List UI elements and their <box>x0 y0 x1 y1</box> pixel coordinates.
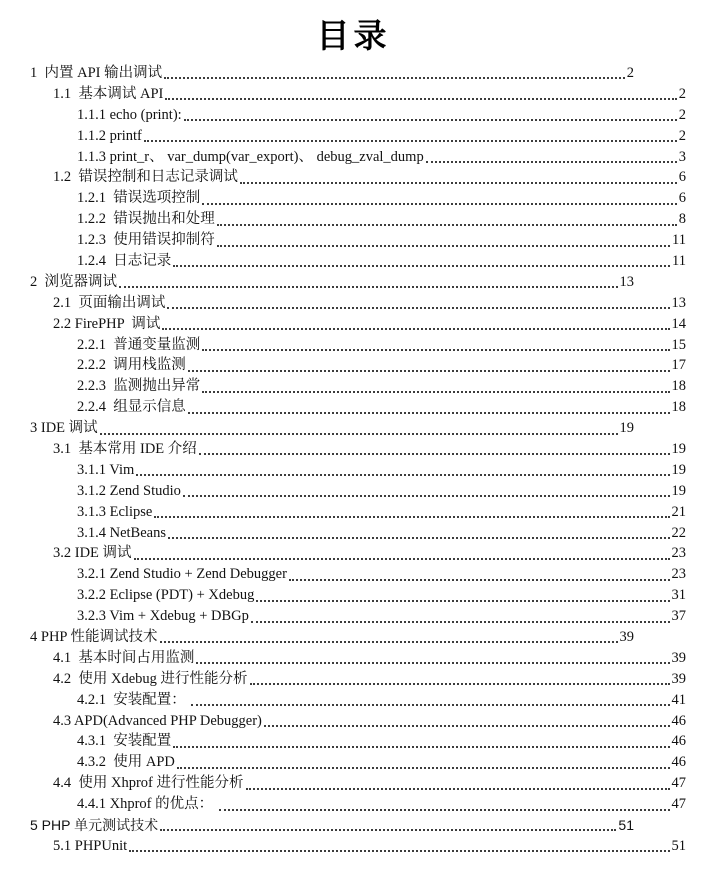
toc-entry-label: 4.1 基本时间占用监测 <box>53 649 195 666</box>
toc-entry-label: 3.1.2 Zend Studio <box>77 482 181 499</box>
toc-entry-page: 22 <box>671 524 686 541</box>
leader-dots <box>136 460 669 481</box>
toc-entry-label: 3.2.1 Zend Studio + Zend Debugger <box>77 566 287 583</box>
toc-entry[interactable] <box>0 63 634 84</box>
toc-entry[interactable] <box>0 167 686 188</box>
leader-dots <box>264 711 670 732</box>
toc-entry[interactable] <box>0 836 686 857</box>
leader-dots <box>426 147 677 168</box>
toc-entry-page: 47 <box>671 775 686 792</box>
toc-entry-page: 6 <box>678 190 686 207</box>
toc-entry-label: 1.2.4 日志记录 <box>77 253 172 269</box>
toc-entry-label: 3.1.4 NetBeans <box>77 524 166 541</box>
toc-entry-label: 4.2 使用 Xdebug 进行性能分析 <box>53 670 248 687</box>
toc-entry[interactable] <box>0 627 634 648</box>
toc-entry[interactable] <box>0 606 686 627</box>
toc-entry-label: 1.2 错误控制和日志记录调试 <box>53 169 238 186</box>
leader-dots <box>219 794 670 815</box>
toc-entry-page: 19 <box>671 441 686 458</box>
toc-entry-label: 1.2.2 错误抛出和处理 <box>77 211 215 228</box>
toc-entry[interactable] <box>0 105 686 126</box>
toc-entry-page: 2 <box>626 64 634 81</box>
toc-entry-label: 4.3 APD(Advanced PHP Debugger) <box>53 712 262 729</box>
toc-entry-page: 39 <box>671 670 686 687</box>
toc-entry[interactable] <box>0 752 686 773</box>
toc-entry-page: 23 <box>671 566 686 583</box>
toc-entry-page: 13 <box>671 294 686 311</box>
toc-entry-label: 2.2.2 调用栈监测 <box>77 357 186 374</box>
toc-entry-page: 51 <box>618 817 634 834</box>
toc-entry[interactable] <box>0 209 686 230</box>
toc-entry[interactable] <box>0 439 686 460</box>
leader-dots <box>251 606 670 627</box>
leader-dots <box>188 397 670 418</box>
leader-dots <box>173 732 669 753</box>
leader-dots <box>188 355 670 376</box>
toc-entry[interactable] <box>0 794 686 815</box>
toc-entry[interactable] <box>0 460 686 481</box>
leader-dots <box>160 815 616 836</box>
toc-entry-page: 39 <box>619 629 634 646</box>
toc-entry-label: 1.1.3 print_r、 var_dump(var_export)、 debug_zval_dump <box>77 148 424 165</box>
toc-entry-page: 19 <box>671 482 686 499</box>
toc-entry-page: 8 <box>678 211 686 228</box>
leader-dots <box>154 502 669 523</box>
leader-dots <box>196 648 669 669</box>
toc-entry-page: 46 <box>671 733 686 750</box>
leader-dots <box>177 752 670 773</box>
toc-entry[interactable] <box>0 732 686 753</box>
toc-entry-label: 2.1 页面输出调试 <box>53 294 166 311</box>
toc-entry[interactable] <box>0 418 634 439</box>
toc-entry[interactable] <box>0 293 686 314</box>
toc-entry[interactable] <box>0 188 686 209</box>
leader-dots <box>246 773 670 794</box>
toc-entry[interactable] <box>0 815 634 836</box>
toc-entry-label: 4.4 使用 Xhprof 进行性能分析 <box>53 775 244 792</box>
toc-entry-label: 2.2.1 普通变量监测 <box>77 336 201 353</box>
leader-dots <box>289 564 670 585</box>
toc-entry-label: 4 PHP 性能调试技术 <box>30 629 158 646</box>
leader-dots <box>250 669 670 690</box>
toc-entry-page: 21 <box>671 503 686 520</box>
toc-entry-page: 2 <box>678 85 686 102</box>
toc-entry-label: 5 PHP 单元测试技术 <box>30 817 159 834</box>
toc-entry[interactable] <box>0 648 686 669</box>
toc-entry-page: 14 <box>671 315 686 332</box>
toc-entry[interactable] <box>0 251 686 272</box>
toc-entry-label: 2 浏览器调试 <box>30 273 117 290</box>
toc-entry-page: 19 <box>671 461 686 478</box>
toc-entry[interactable] <box>0 773 686 794</box>
toc-entry-page: 2 <box>678 106 686 123</box>
toc-entry-page: 23 <box>671 545 686 562</box>
toc-entry-label: 4.4.1 Xhprof 的优点： <box>77 796 217 813</box>
toc-entry[interactable] <box>0 376 686 397</box>
toc-entry-label: 1.2.1 错误选项控制 <box>77 190 201 207</box>
toc-entry-page: 11 <box>672 232 686 249</box>
leader-dots <box>160 627 618 648</box>
toc-entry[interactable] <box>0 669 686 690</box>
toc-entry[interactable] <box>0 272 634 293</box>
toc-entry-page: 18 <box>671 399 686 416</box>
toc-entry-page: 39 <box>671 649 686 666</box>
leader-dots <box>202 188 677 209</box>
toc-entry-label: 3.2 IDE 调试 <box>53 545 132 562</box>
leader-dots <box>168 523 670 544</box>
toc-entry-label: 3.2.2 Eclipse (PDT) + Xdebug <box>77 587 255 604</box>
toc-entry-label: 4.3.2 使用 APD <box>77 754 175 771</box>
leader-dots <box>162 314 669 335</box>
toc-entry-page: 46 <box>671 754 686 771</box>
leader-dots <box>119 272 618 293</box>
toc-entry-label: 1.1.1 echo (print): <box>77 106 182 123</box>
leader-dots <box>256 585 669 606</box>
toc-entry-page: 6 <box>678 169 686 186</box>
toc-entry[interactable] <box>0 585 686 606</box>
page-title: 目录 <box>316 19 391 55</box>
leader-dots <box>183 481 670 502</box>
leader-dots <box>134 543 670 564</box>
toc-entry[interactable] <box>0 397 686 418</box>
toc-entry[interactable] <box>0 711 686 732</box>
toc-entry-page: 46 <box>671 712 686 729</box>
toc-entry[interactable] <box>0 564 686 585</box>
toc-entry-page: 17 <box>671 357 686 374</box>
toc-entry-page: 2 <box>678 127 686 144</box>
leader-dots <box>199 439 670 460</box>
toc-entry-page: 3 <box>678 148 686 165</box>
toc-entry-label: 2.2.3 监测抛出异常 <box>77 378 201 395</box>
toc-entry[interactable] <box>0 335 686 356</box>
toc-entry[interactable] <box>0 314 686 335</box>
toc-entry-label: 3 IDE 调试 <box>30 420 98 437</box>
toc-entry-page: 51 <box>671 837 686 854</box>
toc-entry-label: 4.2.1 安装配置： <box>77 691 190 708</box>
toc-entry-label: 2.2 FirePHP 调试 <box>53 315 161 332</box>
toc-entry-page: 11 <box>672 253 686 269</box>
toc-list <box>0 63 707 857</box>
leader-dots <box>184 105 677 126</box>
toc-entry-label: 3.1 基本常用 IDE 介绍 <box>53 441 197 458</box>
toc-entry-label: 3.2.3 Vim + Xdebug + DBGp <box>77 608 249 625</box>
toc-entry[interactable] <box>0 84 686 105</box>
toc-entry-page: 47 <box>671 796 686 813</box>
toc-entry-label: 4.3.1 安装配置 <box>77 733 172 750</box>
leader-dots <box>100 418 618 439</box>
toc-entry-page: 15 <box>671 336 686 353</box>
toc-entry-label: 1 内置 API 输出调试 <box>30 64 163 81</box>
leader-dots <box>165 84 676 105</box>
toc-entry[interactable] <box>0 126 686 147</box>
toc-entry-label: 2.2.4 组显示信息 <box>77 399 186 416</box>
toc-entry-page: 31 <box>671 587 686 604</box>
toc-entry-label: 1.2.3 使用错误抑制符 <box>77 232 215 249</box>
toc-entry-label: 5.1 PHPUnit <box>53 837 128 854</box>
leader-dots <box>164 63 625 84</box>
toc-entry-label: 3.1.1 Vim <box>77 461 135 478</box>
toc-entry-page: 13 <box>619 273 634 290</box>
leader-dots <box>144 126 677 147</box>
toc-entry-label: 3.1.3 Eclipse <box>77 503 153 520</box>
toc-entry-label: 1.1 基本调试 API <box>53 85 164 102</box>
leader-dots <box>191 690 669 711</box>
toc-entry[interactable] <box>0 230 686 251</box>
toc-entry[interactable] <box>0 690 686 711</box>
toc-entry-page: 37 <box>671 608 686 625</box>
toc-entry-page: 41 <box>671 691 686 708</box>
leader-dots <box>129 836 669 857</box>
toc-entry-page: 19 <box>619 420 634 437</box>
toc-entry-label: 1.1.2 printf <box>77 127 142 144</box>
leader-dots <box>240 167 677 188</box>
toc-entry[interactable] <box>0 355 686 376</box>
toc-entry[interactable] <box>0 523 686 544</box>
toc-entry[interactable] <box>0 147 686 168</box>
leader-dots <box>173 251 670 272</box>
toc-entry[interactable] <box>0 543 686 564</box>
leader-dots <box>217 209 677 230</box>
leader-dots <box>217 230 670 251</box>
toc-entry[interactable] <box>0 502 686 523</box>
toc-entry-page: 18 <box>671 378 686 395</box>
leader-dots <box>202 376 669 397</box>
leader-dots <box>202 335 669 356</box>
leader-dots <box>167 293 669 314</box>
toc-entry[interactable] <box>0 481 686 502</box>
